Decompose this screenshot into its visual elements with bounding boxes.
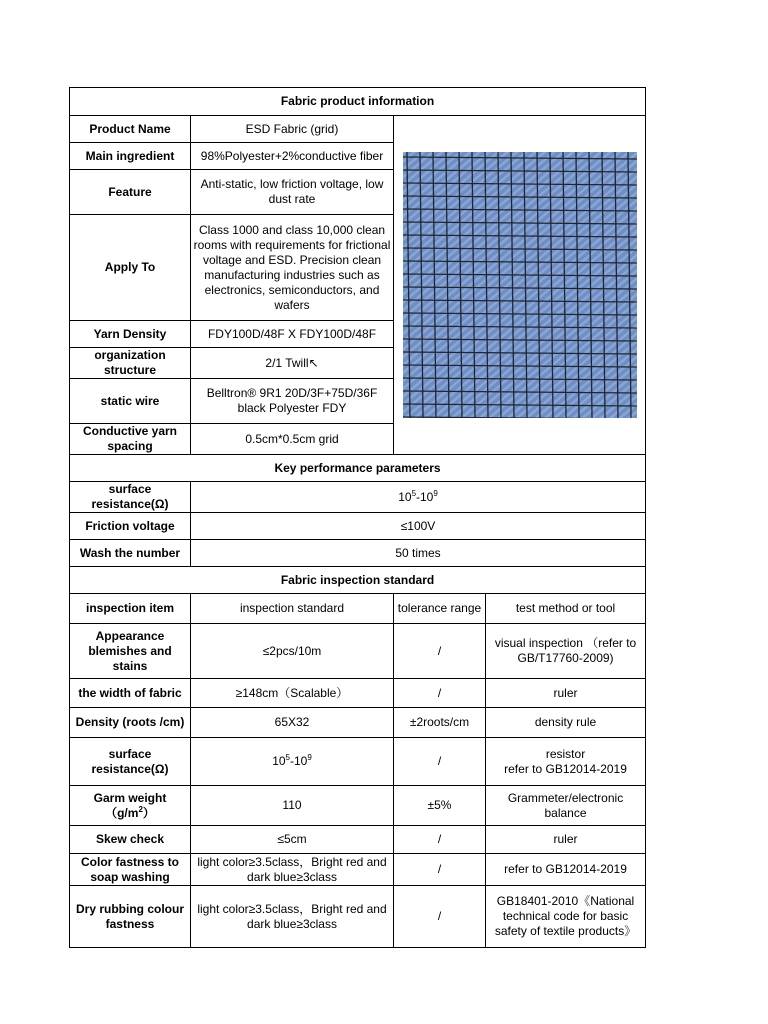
garm-weight-line1: Garm weight	[93, 790, 167, 805]
label-apply-to: Apply To	[70, 215, 191, 321]
tol-width: /	[394, 679, 486, 708]
method-surface-resistance	[486, 738, 646, 786]
fabric-grid-image	[403, 152, 637, 418]
value-apply-to: Class 1000 and class 10,000 clean rooms with requirements for frictional voltage and ESD. Precision clean manufacturing industries such as electronics, semiconductors, and wafers	[191, 215, 394, 321]
value-surface-resistance	[191, 482, 646, 513]
sr-exp2: 9	[433, 488, 438, 498]
value-friction-voltage: ≤100V	[191, 513, 646, 540]
item-garm-weight	[70, 786, 191, 826]
method-garm-weight: Grammeter/electronic balance	[486, 786, 646, 826]
tol-density: ±2roots/cm	[394, 708, 486, 738]
std-density: 65X32	[191, 708, 394, 738]
label-feature: Feature	[70, 170, 191, 215]
garm-weight-unit-exp: 2	[138, 804, 143, 814]
std-sr-base: 10	[272, 754, 286, 768]
label-static-wire: static wire	[70, 379, 191, 424]
value-main-ingredient: 98%Polyester+2%conductive fiber	[191, 143, 394, 170]
fabric-photo-cell	[394, 116, 646, 455]
item-density: Density (roots /cm)	[70, 708, 191, 738]
fabric-spec-table	[69, 87, 646, 948]
method-dry-rubbing: GB18401-2010《National technical code for basic safety of textile products》	[486, 886, 646, 948]
header-inspection-item: inspection item	[70, 594, 191, 624]
tol-dry-rubbing: /	[394, 886, 486, 948]
item-appearance: Appearance blemishes and stains	[70, 624, 191, 679]
std-width: ≥148cm（Scalable）	[191, 679, 394, 708]
label-main-ingredient: Main ingredient	[70, 143, 191, 170]
table-row	[70, 786, 646, 826]
label-surface-resistance: surface resistance(Ω)	[70, 482, 191, 513]
std-sr-exp1: 5	[285, 753, 290, 762]
method-skew-check: ruler	[486, 826, 646, 854]
method-density: density rule	[486, 708, 646, 738]
label-friction-voltage: Friction voltage	[70, 513, 191, 540]
table-row	[70, 738, 646, 786]
section-title-product: Fabric product information	[70, 88, 646, 116]
table-row	[70, 826, 646, 854]
value-feature: Anti-static, low friction voltage, low dust rate	[191, 170, 394, 215]
method-sr-line1: resistor	[545, 746, 586, 761]
std-color-fastness-soap: light color≥3.5class，Bright red and dark blue≥3class	[191, 854, 394, 886]
value-product-name: ESD Fabric (grid)	[191, 116, 394, 143]
item-width: the width of fabric	[70, 679, 191, 708]
value-wash-number: 50 times	[191, 540, 646, 567]
section-title-key-parameters: Key performance parameters	[70, 455, 646, 482]
garm-weight-unit-a: （g/m	[105, 805, 139, 820]
label-wash-number: Wash the number	[70, 540, 191, 567]
std-surface-resistance	[191, 738, 394, 786]
method-sr-line2: refer to GB12014-2019	[504, 761, 627, 776]
item-dry-rubbing: Dry rubbing colour fastness	[70, 886, 191, 948]
garm-weight-unit-b: ）	[142, 805, 155, 820]
tol-appearance: /	[394, 624, 486, 679]
table-row	[70, 708, 646, 738]
tol-color-fastness-soap: /	[394, 854, 486, 886]
method-color-fastness-soap: refer to GB12014-2019	[486, 854, 646, 886]
std-garm-weight: 110	[191, 786, 394, 826]
std-dry-rubbing: light color≥3.5class，Bright red and dark blue≥3class	[191, 886, 394, 948]
label-product-name: Product Name	[70, 116, 191, 143]
method-appearance: visual inspection （refer to GB/T17760-2009)	[486, 624, 646, 679]
method-width: ruler	[486, 679, 646, 708]
value-organization-structure: 2/1 Twill↖	[191, 348, 394, 379]
std-skew-check: ≤5cm	[191, 826, 394, 854]
sr-mid: -10	[416, 489, 434, 504]
label-organization-structure: organization structure	[70, 348, 191, 379]
tol-garm-weight: ±5%	[394, 786, 486, 826]
value-yarn-density: FDY100D/48F X FDY100D/48F	[191, 321, 394, 348]
std-appearance: ≤2pcs/10m	[191, 624, 394, 679]
std-sr-mid: -10	[290, 754, 308, 768]
section-title-inspection: Fabric inspection standard	[70, 567, 646, 594]
table-row	[70, 679, 646, 708]
tol-skew-check: /	[394, 826, 486, 854]
item-surface-resistance: surface resistance(Ω)	[70, 738, 191, 786]
header-tolerance-range: tolerance range	[394, 594, 486, 624]
table-row	[70, 854, 646, 886]
label-conductive-yarn-spacing: Conductive yarn spacing	[70, 424, 191, 455]
header-inspection-standard: inspection standard	[191, 594, 394, 624]
std-sr-exp2: 9	[307, 753, 312, 762]
value-conductive-yarn-spacing: 0.5cm*0.5cm grid	[191, 424, 394, 455]
value-static-wire: Belltron® 9R1 20D/3F+75D/36F black Polyester FDY	[191, 379, 394, 424]
item-color-fastness-soap: Color fastness to soap washing	[70, 854, 191, 886]
item-skew-check: Skew check	[70, 826, 191, 854]
sr-base: 10	[398, 489, 412, 504]
tol-surface-resistance: /	[394, 738, 486, 786]
sr-exp1: 5	[411, 488, 417, 498]
table-row	[70, 886, 646, 948]
table-row	[70, 624, 646, 679]
label-yarn-density: Yarn Density	[70, 321, 191, 348]
header-test-method: test method or tool	[486, 594, 646, 624]
